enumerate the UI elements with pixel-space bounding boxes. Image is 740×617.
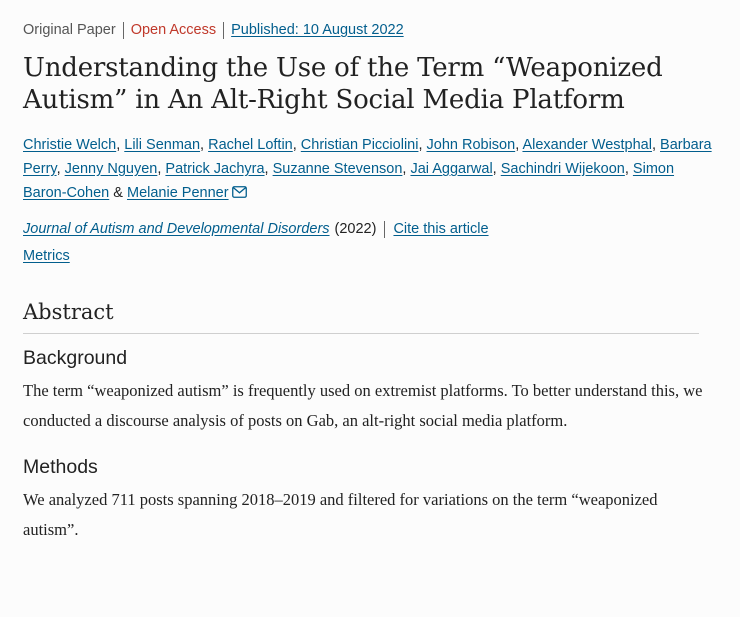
author-separator: & xyxy=(113,185,123,201)
author-link[interactable]: Melanie Penner xyxy=(126,185,229,201)
author-link[interactable]: John Robison xyxy=(426,137,516,153)
article-meta xyxy=(23,20,703,40)
section-text-methods: We analyzed 711 posts spanning 2018–2019 and filtered for variations on the term “weaponized autism”. xyxy=(23,490,658,539)
metrics-link[interactable]: Metrics xyxy=(23,248,70,264)
journal-info xyxy=(23,219,703,239)
journal-divider xyxy=(384,221,385,238)
envelope-icon[interactable] xyxy=(232,182,247,206)
author-link[interactable]: Sachindri Wijekoon xyxy=(500,161,625,177)
abstract-background-section xyxy=(23,346,703,435)
author-link[interactable]: Barbara Perry xyxy=(23,137,712,177)
author-link[interactable]: Suzanne Stevenson xyxy=(272,161,403,177)
article-title: Understanding the Use of the Term “Weaponized Autism” in An Alt-Right Social Media Platform xyxy=(23,53,663,115)
author-link[interactable]: Christian Picciolini xyxy=(300,137,419,153)
author-link[interactable]: Christie Welch xyxy=(23,137,117,153)
section-heading-background: Background xyxy=(23,347,128,369)
metrics-row xyxy=(23,246,703,266)
author-link[interactable]: Rachel Loftin xyxy=(208,137,293,153)
author-link[interactable]: Alexander Westphal xyxy=(522,137,652,153)
author-link[interactable]: Patrick Jachyra xyxy=(165,161,265,177)
article-page xyxy=(0,20,712,544)
author-link[interactable]: Jai Aggarwal xyxy=(410,161,493,177)
meta-divider xyxy=(223,22,224,39)
author-list: Christie Welch, Lili Senman, Rachel Loftin, Christian Picciolini, John Robison, Alexander Westphal, Barbara Perry, Jenny Nguyen, Patrick Jachyra, Suzanne Stevenson, Jai Aggarwal, Sachindri Wijekoon, Simon Baron-Cohen & Melanie Penner xyxy=(23,133,713,206)
section-heading-methods: Methods xyxy=(23,456,98,478)
journal-link[interactable]: Journal of Autism and Developmental Disorders xyxy=(23,221,330,237)
author-link[interactable]: Lili Senman xyxy=(124,137,201,153)
section-text-background: The term “weaponized autism” is frequently used on extremist platforms. To better understand this, we conducted a discourse analysis of posts on Gab, an alt-right social media platform. xyxy=(23,381,703,430)
cite-article-link[interactable]: Cite this article xyxy=(393,221,489,237)
author-link[interactable]: Jenny Nguyen xyxy=(64,161,158,177)
published-date-link[interactable]: Published: 10 August 2022 xyxy=(231,22,404,38)
author-link[interactable]: Simon Baron-Cohen xyxy=(23,161,675,201)
abstract-heading: Abstract xyxy=(23,299,699,334)
meta-divider xyxy=(123,22,124,39)
open-access-badge: Open Access xyxy=(130,22,217,38)
journal-year: (2022) xyxy=(334,221,377,237)
article-type: Original Paper xyxy=(23,22,116,38)
abstract-methods-section xyxy=(23,455,703,544)
